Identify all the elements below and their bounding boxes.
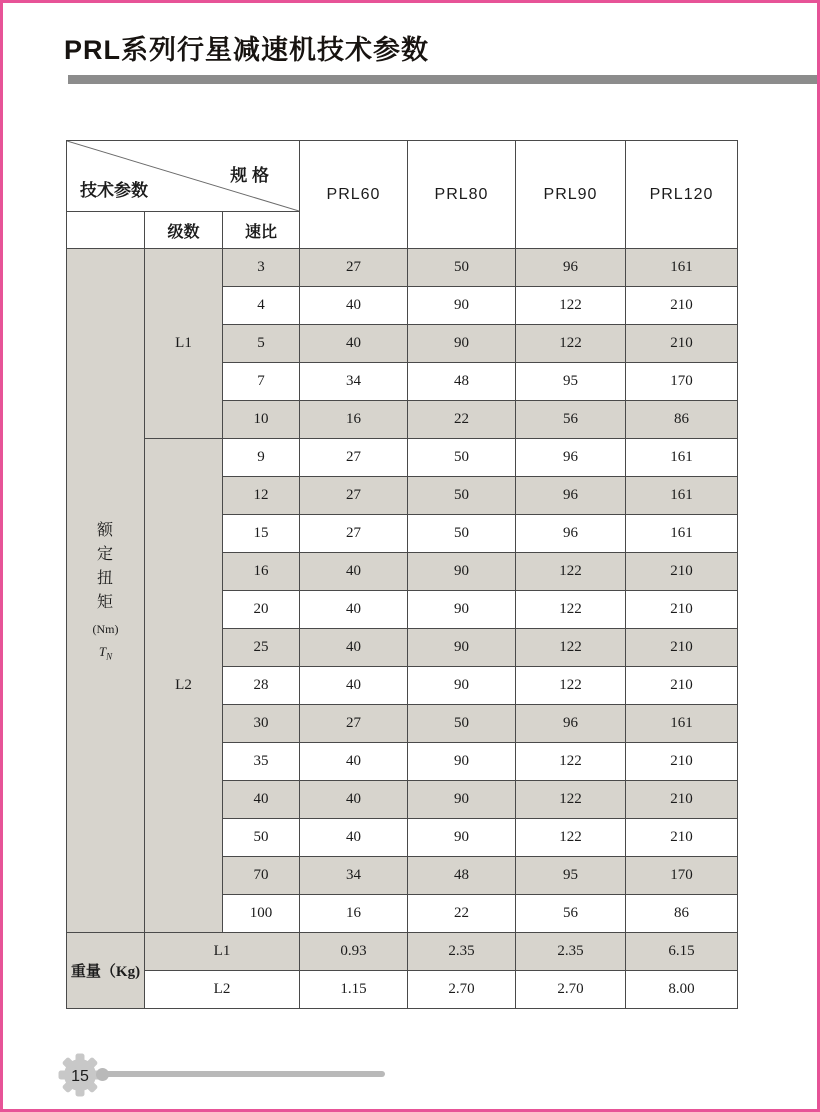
value-cell: 40: [300, 287, 408, 325]
value-cell: 161: [626, 705, 738, 743]
value-cell: 210: [626, 287, 738, 325]
value-cell: 90: [408, 781, 516, 819]
diagonal-header-cell: [67, 141, 300, 212]
weight-stage-cell: L1: [145, 933, 300, 971]
header-row-1: [67, 141, 738, 212]
value-cell: 16: [300, 895, 408, 933]
torque-label-symbol: $T_N$: [98, 644, 113, 662]
value-cell: 210: [626, 819, 738, 857]
value-cell: 40: [300, 743, 408, 781]
value-cell: 210: [626, 781, 738, 819]
ratio-cell: 10: [223, 401, 300, 439]
ratio-cell: 9: [223, 439, 300, 477]
ratio-cell: 25: [223, 629, 300, 667]
value-cell: 50: [408, 515, 516, 553]
ratio-cell: 30: [223, 705, 300, 743]
value-cell: 56: [516, 401, 626, 439]
ratio-cell: 15: [223, 515, 300, 553]
value-cell: 96: [516, 705, 626, 743]
weight-stage-cell: L2: [145, 971, 300, 1009]
ratio-cell: 28: [223, 667, 300, 705]
value-cell: 50: [408, 249, 516, 287]
value-cell: 96: [516, 249, 626, 287]
value-cell: 161: [626, 477, 738, 515]
value-cell: 90: [408, 287, 516, 325]
ratio-cell: 4: [223, 287, 300, 325]
page-title: PRL系列行星减速机技术参数: [64, 35, 429, 65]
value-cell: 210: [626, 591, 738, 629]
subheader-stage: 级数: [145, 212, 223, 249]
value-cell: 86: [626, 895, 738, 933]
torque-label-unit: (Nm): [92, 622, 119, 637]
stage-cell-l1: L1: [145, 249, 223, 439]
weight-row: [67, 933, 738, 971]
value-cell: 96: [516, 477, 626, 515]
page-number: 15: [71, 1068, 89, 1085]
value-cell: 48: [408, 857, 516, 895]
value-cell: 170: [626, 857, 738, 895]
weight-value-cell: 2.35: [408, 933, 516, 971]
value-cell: 210: [626, 667, 738, 705]
value-cell: 122: [516, 781, 626, 819]
value-cell: 122: [516, 629, 626, 667]
weight-value-cell: 8.00: [626, 971, 738, 1009]
value-cell: 86: [626, 401, 738, 439]
corner-label-params: 技术参数: [80, 181, 148, 200]
value-cell: 210: [626, 553, 738, 591]
value-cell: 90: [408, 325, 516, 363]
ratio-cell: 40: [223, 781, 300, 819]
value-cell: 170: [626, 363, 738, 401]
corner-label-spec: 规 格: [230, 166, 269, 185]
value-cell: 27: [300, 705, 408, 743]
torque-label-text: 额定扭矩: [96, 522, 114, 612]
value-cell: 210: [626, 325, 738, 363]
value-cell: 40: [300, 667, 408, 705]
value-cell: 96: [516, 439, 626, 477]
value-cell: 56: [516, 895, 626, 933]
weight-value-cell: 2.70: [516, 971, 626, 1009]
value-cell: 161: [626, 515, 738, 553]
value-cell: 40: [300, 591, 408, 629]
value-cell: 210: [626, 743, 738, 781]
value-cell: 96: [516, 515, 626, 553]
value-cell: 90: [408, 629, 516, 667]
value-cell: 34: [300, 857, 408, 895]
value-cell: 40: [300, 629, 408, 667]
value-cell: 48: [408, 363, 516, 401]
ratio-cell: 35: [223, 743, 300, 781]
value-cell: 210: [626, 629, 738, 667]
value-cell: 161: [626, 249, 738, 287]
ratio-cell: 12: [223, 477, 300, 515]
column-header-prl120: PRL120: [626, 141, 738, 249]
table-row: [67, 249, 738, 287]
table-row: [67, 439, 738, 477]
ratio-cell: 5: [223, 325, 300, 363]
column-header-prl90: PRL90: [516, 141, 626, 249]
value-cell: 27: [300, 515, 408, 553]
value-cell: 95: [516, 857, 626, 895]
value-cell: 122: [516, 819, 626, 857]
value-cell: 34: [300, 363, 408, 401]
value-cell: 40: [300, 325, 408, 363]
value-cell: 90: [408, 591, 516, 629]
value-cell: 90: [408, 819, 516, 857]
column-header-prl60: PRL60: [300, 141, 408, 249]
value-cell: 122: [516, 287, 626, 325]
stage-cell-l2: L2: [145, 439, 223, 933]
value-cell: 161: [626, 439, 738, 477]
ratio-cell: 100: [223, 895, 300, 933]
column-header-prl80: PRL80: [408, 141, 516, 249]
value-cell: 40: [300, 819, 408, 857]
weight-row-label: 重量（Kg): [67, 933, 145, 1009]
ratio-cell: 3: [223, 249, 300, 287]
value-cell: 40: [300, 781, 408, 819]
weight-value-cell: 6.15: [626, 933, 738, 971]
value-cell: 27: [300, 439, 408, 477]
footer-line: [103, 1071, 385, 1077]
spec-table: [66, 140, 738, 1009]
ratio-cell: 7: [223, 363, 300, 401]
ratio-cell: 70: [223, 857, 300, 895]
weight-value-cell: 2.70: [408, 971, 516, 1009]
value-cell: 90: [408, 667, 516, 705]
value-cell: 122: [516, 667, 626, 705]
value-cell: 95: [516, 363, 626, 401]
value-cell: 122: [516, 325, 626, 363]
value-cell: 16: [300, 401, 408, 439]
value-cell: 22: [408, 401, 516, 439]
value-cell: 122: [516, 553, 626, 591]
empty-header-cell: [67, 212, 145, 249]
value-cell: 27: [300, 477, 408, 515]
value-cell: 50: [408, 705, 516, 743]
value-cell: 122: [516, 591, 626, 629]
value-cell: 22: [408, 895, 516, 933]
value-cell: 90: [408, 743, 516, 781]
weight-value-cell: 0.93: [300, 933, 408, 971]
value-cell: 90: [408, 553, 516, 591]
ratio-cell: 16: [223, 553, 300, 591]
title-underline: [68, 75, 817, 84]
weight-row: [67, 971, 738, 1009]
weight-value-cell: 1.15: [300, 971, 408, 1009]
value-cell: 50: [408, 439, 516, 477]
ratio-cell: 20: [223, 591, 300, 629]
torque-row-label: [67, 249, 145, 933]
ratio-cell: 50: [223, 819, 300, 857]
value-cell: 27: [300, 249, 408, 287]
value-cell: 50: [408, 477, 516, 515]
value-cell: 40: [300, 553, 408, 591]
value-cell: 122: [516, 743, 626, 781]
weight-value-cell: 2.35: [516, 933, 626, 971]
subheader-ratio: 速比: [223, 212, 300, 249]
